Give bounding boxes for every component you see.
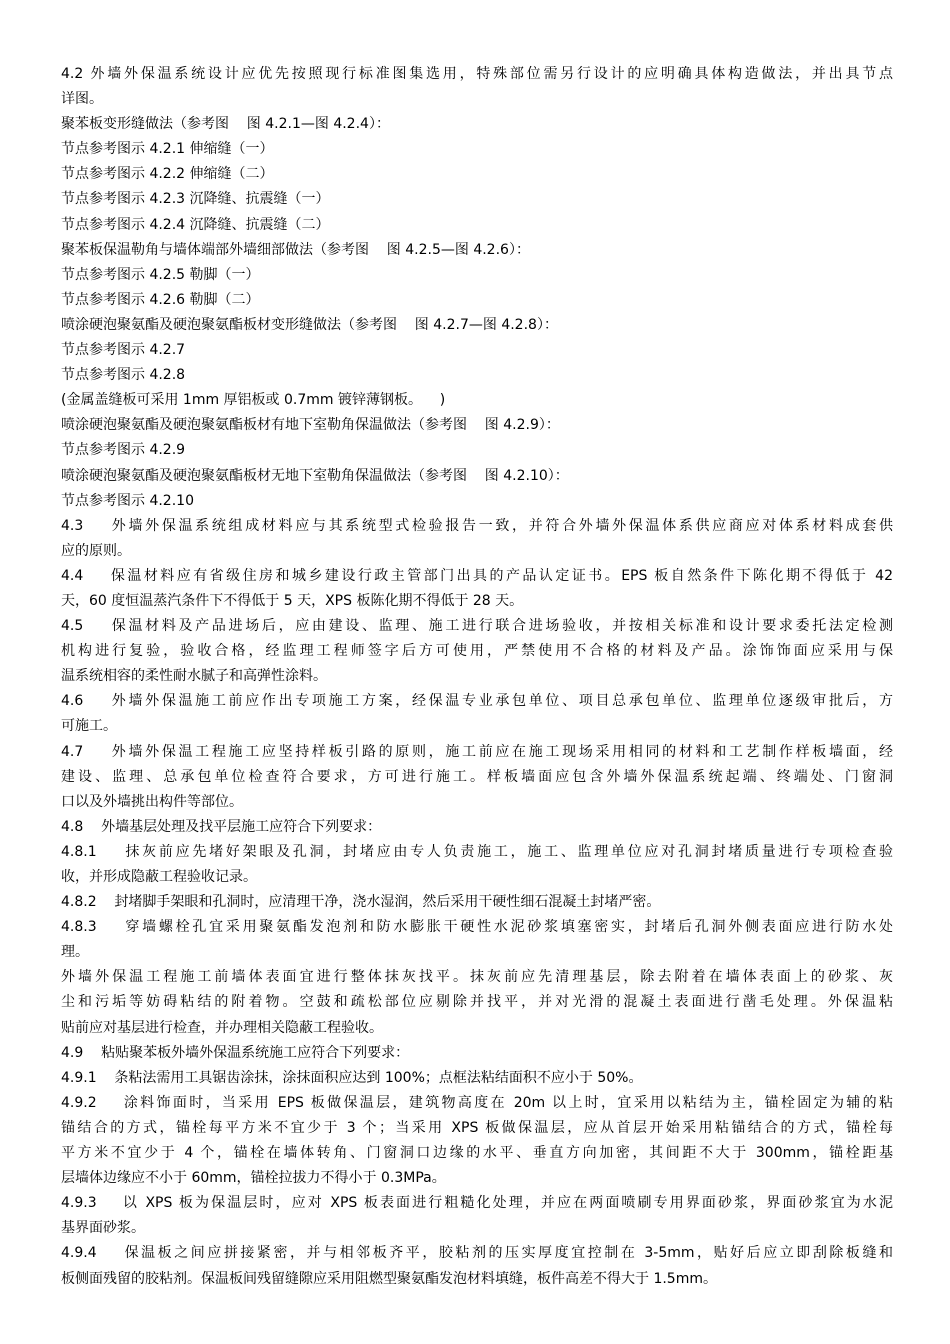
text-line: 节点参考图示 4.2.3 沉降缝、抗震缝（一） xyxy=(61,191,330,208)
text-line: 尘和污垢等妨碍粘结的附着物。空鼓和疏松部位应剔除并找平，并对光滑的混凝土表面进行凿毛处理。外保温粘 xyxy=(61,994,893,1011)
text-line: 4.5 保温材料及产品进场后，应由建设、监理、施工进行联合进场验收，并按相关标准和设计要求委托法定检测 xyxy=(61,618,893,635)
text-line: 4.8.3 穿墙螺栓孔宜采用聚氨酯发泡剂和防水膨胀干硬性水泥砂浆填塞密实，封堵后孔洞外侧表面应进行防水处 xyxy=(61,919,893,936)
text-line: 节点参考图示 4.2.9 xyxy=(61,442,186,459)
text-line: 4.4 保温材料应有省级住房和城乡建设行政主管部门出具的产品认定证书。EPS 板自然条件下陈化期不得低于 42 xyxy=(61,567,893,584)
text-line: 4.6 外墙外保温施工前应作出专项施工方案，经保温专业承包单位、项目总承包单位、监理单位逐级审批后，方 xyxy=(61,693,893,710)
text-line: 应的原则。 xyxy=(61,542,131,559)
text-line: 4.9.1 条粘法需用工具锯齿涂抹，涂抹面积应达到 100%；点框法粘结面积不应小于 50%。 xyxy=(61,1069,643,1086)
text-line: 收，并形成隐蔽工程验收记录。 xyxy=(61,869,257,885)
text-line: 喷涂硬泡聚氨酯及硬泡聚氨酯板材变形缝做法（参考图 图 4.2.7—图 4.2.8）： xyxy=(61,316,558,333)
text-line: 4.2 外墙外保温系统设计应优先按照现行标准图集选用，特殊部位需另行设计的应明确具体构造做法，并出具节点 xyxy=(61,66,893,82)
text-line: 4.9.2 涂料饰面时，当采用 EPS 板做保温层，建筑物高度在 20m 以上时，宜采用以粘结为主，锚栓固定为辅的粘 xyxy=(61,1094,893,1111)
text-line: 4.9 粘贴聚苯板外墙外保温系统施工应符合下列要求： xyxy=(61,1044,410,1061)
text-line: 节点参考图示 4.2.5 勒脚（一） xyxy=(61,266,260,283)
text-line: 节点参考图示 4.2.8 xyxy=(61,367,186,384)
text-line: 基界面砂浆。 xyxy=(61,1220,145,1237)
text-line: 板侧面残留的胶粘剂。保温板间残留缝隙应采用阻燃型聚氨酯发泡材料填缝，板件高差不得大于 1.5mm。 xyxy=(61,1270,717,1287)
text-line: 建设、监理、总承包单位检查符合要求，方可进行施工。样板墙面应包含外墙外保温系统起端、终端处、门窗洞 xyxy=(61,768,893,785)
text-line: 4.9.3 以 XPS 板为保温层时，应对 XPS 板表面进行粗糙化处理，并应在两面喷刷专用界面砂浆，界面砂浆宜为水泥 xyxy=(61,1195,893,1212)
text-line: 聚苯板变形缝做法（参考图 图 4.2.1—图 4.2.4）： xyxy=(61,116,390,133)
text-line: 4.8.2 封堵脚手架眼和孔洞时，应清理干净，浇水湿润，然后采用干硬性细石混凝土封堵严密。 xyxy=(61,894,661,911)
text-line: 4.7 外墙外保温工程施工应坚持样板引路的原则，施工前应在施工现场采用相同的材料和工艺制作样板墙面，经 xyxy=(61,743,893,760)
text-line: 节点参考图示 4.2.6 勒脚（二） xyxy=(61,291,260,308)
text-line: 贴前应对基层进行检查，并办理相关隐蔽工程验收。 xyxy=(61,1019,383,1036)
text-line: 节点参考图示 4.2.1 伸缩缝（一） xyxy=(61,141,274,158)
text-line: 4.8.1 抹灰前应先堵好架眼及孔洞，封堵应由专人负责施工，施工、监理单位应对孔洞封堵质量进行专项检查验 xyxy=(61,843,893,860)
text-line: (金属盖缝板可采用 1mm 厚铝板或 0.7mm 镀锌薄钢板。 ) xyxy=(61,392,446,409)
text-line: 机构进行复验，验收合格，经监理工程师签字后方可使用，严禁使用不合格的材料及产品。涂饰饰面应采用与保 xyxy=(61,643,893,660)
text-line: 理。 xyxy=(61,944,89,961)
text-line: 外墙外保温工程施工前墙体表面宜进行整体抹灰找平。抹灰前应先清理基层，除去附着在墙体表面上的砂浆、灰 xyxy=(61,969,893,986)
text-line: 4.8 外墙基层处理及找平层施工应符合下列要求： xyxy=(61,818,382,835)
text-line: 节点参考图示 4.2.10 xyxy=(61,492,194,509)
text-line: 喷涂硬泡聚氨酯及硬泡聚氨酯板材有地下室勒角保温做法（参考图 图 4.2.9）： xyxy=(61,417,560,434)
text-line: 温系统相容的柔性耐水腻子和高弹性涂料。 xyxy=(61,668,327,685)
text-line: 节点参考图示 4.2.4 沉降缝、抗震缝（二） xyxy=(61,216,330,233)
text-line: 聚苯板保温勒角与墙体端部外墙细部做法（参考图 图 4.2.5—图 4.2.6）： xyxy=(61,241,530,258)
text-line: 节点参考图示 4.2.7 xyxy=(61,342,186,359)
text-line: 天，60 度恒温蒸汽条件下不得低于 5 天，XPS 板陈化期不得低于 28 天。 xyxy=(61,592,524,609)
document-body xyxy=(61,62,893,1292)
text-line: 喷涂硬泡聚氨酯及硬泡聚氨酯板材无地下室勒角保温做法（参考图 图 4.2.10）： xyxy=(61,467,569,484)
text-line: 口以及外墙挑出构件等部位。 xyxy=(61,793,243,810)
text-line: 4.9.4 保温板之间应拼接紧密，并与相邻板齐平，胶粘剂的压实厚度宜控制在 3-5mm，贴好后应立即刮除板缝和 xyxy=(61,1245,893,1262)
text-line: 平方米不宜少于 4 个，锚栓在墙体转角、门窗洞口边缘的水平、垂直方向加密，其间距不大于 300mm，锚栓距基 xyxy=(61,1145,893,1162)
text-line: 详图。 xyxy=(61,91,103,108)
text-line: 可施工。 xyxy=(61,718,117,735)
text-line: 锚结合的方式，锚栓每平方米不宜少于 3 个；当采用 XPS 板做保温层，应从首层开始采用粘锚结合的方式，锚栓每 xyxy=(61,1119,893,1136)
text-line: 4.3 外墙外保温系统组成材料应与其系统型式检验报告一致，并符合外墙外保温体系供应商应对体系材料成套供 xyxy=(61,517,893,534)
text-line: 层墙体边缘应不小于 60mm，锚栓拉拔力不得小于 0.3MPa。 xyxy=(61,1170,446,1187)
text-line: 节点参考图示 4.2.2 伸缩缝（二） xyxy=(61,166,274,183)
